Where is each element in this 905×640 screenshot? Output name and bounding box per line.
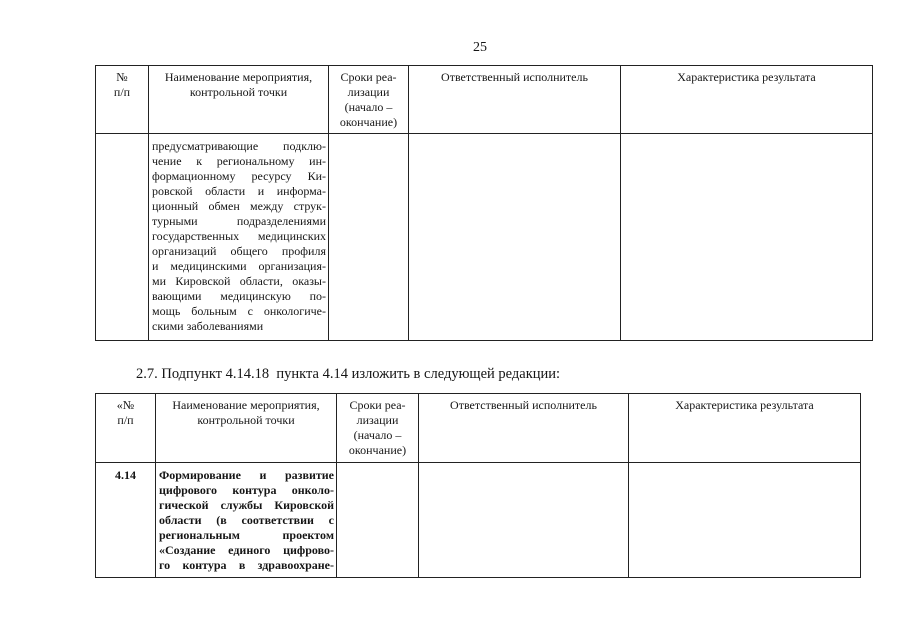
- header-line: Ответственный исполнитель: [441, 70, 588, 84]
- row-name-text: [156, 463, 336, 573]
- name-line: гической службы Кировской: [159, 498, 334, 512]
- header-result: [621, 66, 873, 134]
- name-line: Формирование и развитие: [159, 468, 334, 482]
- header-dates: [337, 394, 419, 463]
- header-line: Сроки реа-: [349, 398, 406, 412]
- header-number: [96, 394, 156, 463]
- row-dates-cell: [329, 134, 409, 341]
- header-line: Характеристика результата: [675, 398, 814, 412]
- header-line: Наименование мероприятия,: [164, 70, 313, 84]
- table-header-row: [96, 394, 861, 463]
- row-responsible-cell: [419, 463, 629, 578]
- header-line: Ответственный исполнитель: [450, 398, 597, 412]
- header-line: Характеристика результата: [677, 70, 816, 84]
- name-line: го контура в здравоохране-: [159, 558, 334, 572]
- table-row: [96, 463, 861, 578]
- name-line: региональным проектом: [159, 528, 334, 542]
- header-line: «№: [116, 398, 135, 412]
- row-responsible-cell: [409, 134, 621, 341]
- table-header-row: [96, 66, 873, 134]
- row-name-text: [149, 134, 328, 334]
- header-line: Сроки реа-: [340, 70, 397, 84]
- name-line: скими заболеваниями: [152, 319, 264, 333]
- name-line: чение к региональному ин-: [152, 154, 326, 168]
- name-line: вающими медицинскую по-: [152, 289, 326, 303]
- name-line: ровской области и информа-: [152, 184, 326, 198]
- name-line: предусматривающие подклю-: [152, 139, 326, 153]
- header-result: [629, 394, 861, 463]
- header-line: окончание): [339, 115, 398, 129]
- row-result-cell: [629, 463, 861, 578]
- row-number-cell: 4.14: [96, 463, 156, 578]
- header-line: п/п: [117, 413, 134, 427]
- header-dates: [329, 66, 409, 134]
- measures-table-continued: [95, 65, 873, 341]
- amendment-paragraph: 2.7. Подпункт 4.14.18 пункта 4.14 изложить в следующей редакции:: [136, 366, 561, 382]
- header-line: лизации: [356, 413, 399, 427]
- header-responsible: [409, 66, 621, 134]
- name-line: формационному ресурсу Ки-: [152, 169, 326, 183]
- name-line: государственных медицинских: [152, 229, 326, 243]
- name-line: и медицинскими организация-: [152, 259, 326, 273]
- header-line: (начало –: [353, 428, 402, 442]
- row-result-cell: [621, 134, 873, 341]
- header-line: контрольной точки: [189, 85, 288, 99]
- page-number: 25: [473, 40, 487, 55]
- name-line: турными подразделениями: [152, 214, 326, 228]
- name-line: области (в соответствии с: [159, 513, 334, 527]
- table-row: [96, 134, 873, 341]
- name-line: цифрового контура онколо-: [159, 483, 334, 497]
- header-responsible: [419, 394, 629, 463]
- header-event-name: [156, 394, 337, 463]
- name-line: мощь больным с онкологиче-: [152, 304, 326, 318]
- row-name-cell: [149, 134, 329, 341]
- header-line: п/п: [113, 85, 131, 99]
- header-line: лизации: [347, 85, 390, 99]
- header-line: окончание): [348, 443, 407, 457]
- header-number: [96, 66, 149, 134]
- header-line: №: [116, 70, 128, 84]
- header-line: контрольной точки: [197, 413, 295, 427]
- row-name-cell: [156, 463, 337, 578]
- header-line: Наименование мероприятия,: [172, 398, 320, 412]
- name-line: ми Кировской области, оказы-: [152, 274, 326, 288]
- row-number-cell: [96, 134, 149, 341]
- name-line: организаций общего профиля: [152, 244, 326, 258]
- header-line: (начало –: [344, 100, 393, 114]
- measures-table-new: [95, 393, 861, 578]
- row-dates-cell: [337, 463, 419, 578]
- name-line: «Создание единого цифрово-: [159, 543, 334, 557]
- name-line: ционный обмен между струк-: [152, 199, 326, 213]
- header-event-name: [149, 66, 329, 134]
